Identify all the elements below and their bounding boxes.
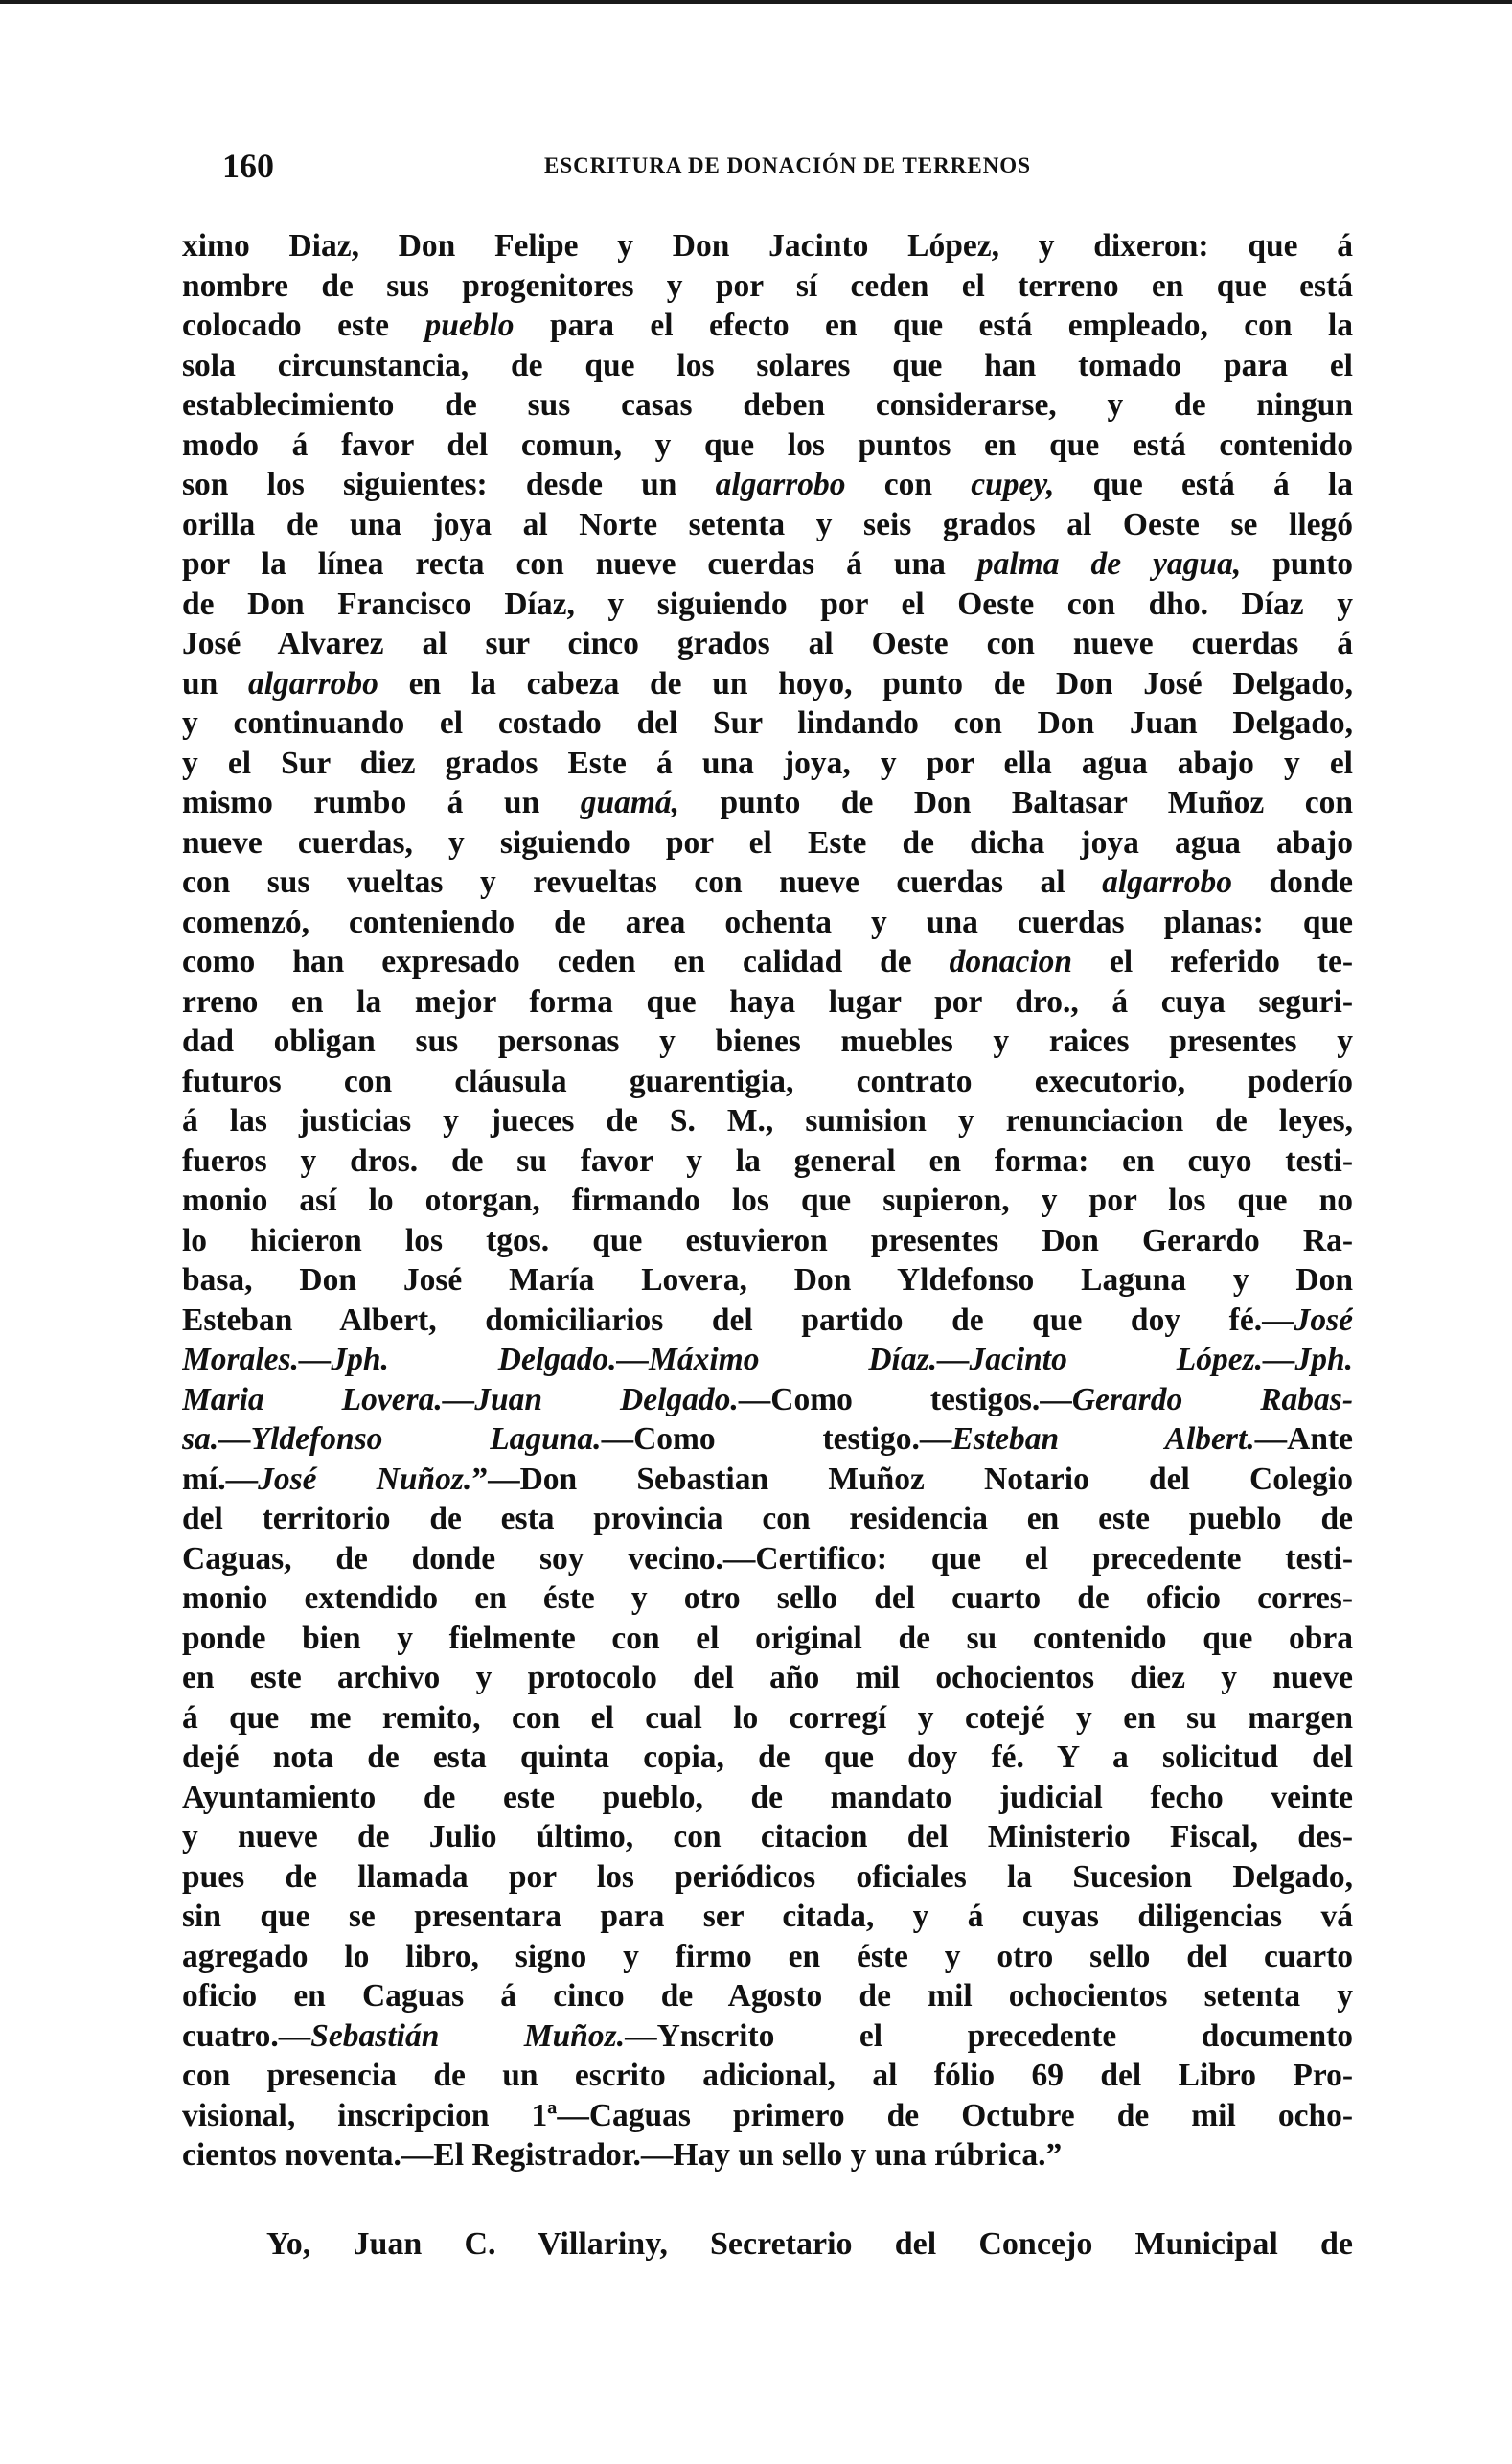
text-line — [182, 863, 1353, 903]
italic-text: Morales.—Jph. Delgado.—Máximo Díaz.—Jacinto López.—Jph. — [182, 1342, 1353, 1377]
text-run: mismo rumbo á un — [182, 785, 581, 820]
text-run: —Ynscrito el precedente documento — [625, 2017, 1353, 2054]
text-run: cientos noventa.—El Registrador.—Hay un sello y una rúbrica.” — [182, 2137, 1063, 2173]
text-line — [182, 624, 1353, 664]
text-run: de Don Francisco Díaz, y siguiendo por el Oeste con dho. Díaz y — [182, 586, 1353, 622]
text-run: mí.— — [182, 1461, 259, 1497]
italic-text: José Nuñoz. — [258, 1461, 472, 1497]
text-run: agregado lo libro, signo y firmo en éste y otro sello del cuarto — [182, 1938, 1353, 1974]
text-line — [182, 942, 1353, 982]
text-run: Esteban Albert, domiciliarios del partido de que doy fé.— — [182, 1301, 1294, 1338]
text-run: nueve cuerdas, y siguiendo por el Este de dicha joya agua abajo — [182, 824, 1353, 861]
text-line — [182, 226, 1353, 266]
text-run: establecimiento de sus casas deben considerarse, y de ningun — [182, 387, 1353, 423]
page-number: 160 — [222, 147, 274, 185]
text-line — [182, 1857, 1353, 1898]
text-line — [182, 585, 1353, 625]
text-line — [182, 426, 1353, 466]
text-line — [182, 903, 1353, 943]
italic-text: algarrobo — [247, 665, 378, 702]
text-line — [182, 1897, 1353, 1937]
text-line — [182, 703, 1353, 744]
text-line — [182, 1301, 1353, 1341]
text-run: donde — [1231, 864, 1353, 900]
text-run: y el Sur diez grados Este á una joya, y por ella agua abajo y el — [182, 745, 1353, 781]
text-run: fueros y dros. de su favor y la general en forma: en cuyo testi- — [182, 1142, 1353, 1179]
text-run: —Como testigo.— — [601, 1421, 952, 1457]
text-line — [182, 505, 1353, 545]
text-line — [182, 982, 1353, 1023]
italic-text: donacion — [949, 944, 1073, 979]
text-run: que está á la — [1054, 467, 1353, 502]
text-run: en la cabeza de un hoyo, punto de Don José Delgado, — [378, 665, 1353, 702]
italic-text: José — [1294, 1301, 1353, 1338]
text-line — [182, 1539, 1353, 1579]
text-run: ximo Diaz, Don Felipe y Don Jacinto López, y dixeron: que á — [182, 228, 1353, 264]
text-line — [182, 306, 1353, 346]
text-run: son los siguientes: desde un — [182, 467, 716, 502]
text-line — [182, 2056, 1353, 2096]
text-run: colocado este — [182, 308, 425, 343]
text-run: con sus vueltas y revueltas con nueve cuerdas al — [182, 864, 1103, 900]
italic-text: algarrobo — [1102, 864, 1232, 900]
text-line — [182, 1698, 1353, 1739]
text-run: visional, inscripcion 1ª—Caguas primero de Octubre de mil ocho- — [182, 2097, 1353, 2133]
italic-text: Maria Lovera.—Juan Delgado. — [182, 1381, 739, 1417]
text-run: monio extendido en éste y otro sello del cuarto de oficio corres- — [182, 1580, 1353, 1616]
text-line — [182, 1658, 1353, 1698]
text-run: punto de Don Baltasar Muñoz con — [679, 785, 1353, 820]
running-head: ESCRITURA DE DONACIÓN DE TERRENOS — [543, 153, 1031, 177]
page-header — [222, 142, 1353, 190]
text-run: en este archivo y protocolo del año mil ochocientos diez y nueve — [182, 1660, 1353, 1695]
text-line — [182, 266, 1353, 307]
text-run: á las justicias y jueces de S. M., sumision y renunciacion de leyes, — [182, 1103, 1353, 1139]
italic-text: palma de yagua, — [976, 546, 1242, 582]
text-run: para el efecto en que está empleado, con la — [514, 308, 1353, 343]
text-line — [182, 1937, 1353, 1977]
text-line — [182, 1619, 1353, 1659]
text-run: orilla de una joya al Norte setenta y seis grados al Oeste se llegó — [182, 506, 1353, 542]
text-line — [182, 1817, 1353, 1857]
text-line — [182, 744, 1353, 784]
text-run: futuros con cláusula guarentigia, contrato executorio, poderío — [182, 1063, 1353, 1099]
text-run: por la línea recta con nueve cuerdas á una — [182, 546, 977, 582]
text-run: Caguas, de donde soy vecino.—Certifico: que el precedente testi- — [182, 1540, 1353, 1577]
italic-text: Sebastián Muñoz. — [310, 2017, 626, 2054]
text-run: basa, Don José María Lovera, Don Yldefonso Laguna y Don — [182, 1262, 1353, 1298]
text-run: José Alvarez al sur cinco grados al Oeste con nueve cuerdas á — [182, 626, 1353, 661]
text-line — [182, 664, 1353, 704]
text-line — [182, 783, 1353, 823]
text-run: cuatro.— — [182, 2017, 311, 2054]
italic-text: cupey, — [971, 467, 1055, 502]
text-line — [182, 1141, 1353, 1182]
text-run: ”—Don Sebastian Muñoz Notario del Colegio — [471, 1461, 1353, 1497]
text-line — [182, 465, 1353, 505]
text-run: con presencia de un escrito adicional, al fólio 69 del Libro Pro- — [182, 2058, 1353, 2093]
text-run: monio así lo otorgan, firmando los que supieron, y por los que no — [182, 1183, 1353, 1218]
italic-text: pueblo — [424, 308, 515, 343]
text-line — [182, 1380, 1353, 1420]
text-line — [182, 1101, 1353, 1141]
text-run: dejé nota de esta quinta copia, de que doy fé. Y a solicitud del — [182, 1739, 1353, 1775]
page-top-edge — [0, 0, 1512, 4]
text-line — [182, 1778, 1353, 1818]
closing-paragraph-line: Yo, Juan C. Villariny, Secretario del Concejo Municipal de — [266, 2226, 1353, 2262]
text-line — [182, 1221, 1353, 1261]
text-line — [182, 2135, 1353, 2176]
text-line — [182, 1738, 1353, 1778]
text-line — [182, 1578, 1353, 1619]
text-run: el referido te- — [1072, 944, 1353, 979]
italic-text: Esteban Albert. — [951, 1421, 1255, 1457]
text-run: oficio en Caguas á cinco de Agosto de mil ochocientos setenta y — [182, 1978, 1353, 2014]
text-run: lo hicieron los tgos. que estuvieron presentes Don Gerardo Ra- — [182, 1222, 1353, 1258]
text-line — [182, 385, 1353, 426]
text-line — [182, 1340, 1353, 1380]
text-run: como han expresado ceden en calidad de — [182, 944, 950, 979]
text-run: —Ante — [1254, 1421, 1353, 1457]
text-run: —Como testigos.— — [738, 1381, 1072, 1417]
italic-text: algarrobo — [715, 467, 846, 502]
italic-text: sa.—Yldefonso Laguna. — [182, 1421, 602, 1457]
body-text — [182, 226, 1353, 2176]
text-line — [182, 1022, 1353, 1062]
text-line — [182, 544, 1353, 585]
text-run: con — [845, 467, 972, 502]
text-run: á que me remito, con el cual lo corregí y cotejé y en su margen — [182, 1699, 1353, 1736]
text-line — [182, 2016, 1353, 2057]
text-line — [182, 1499, 1353, 1539]
text-run: Ayuntamiento de este pueblo, de mandato judicial fecho veinte — [182, 1779, 1353, 1815]
text-line — [182, 823, 1353, 864]
text-run: dad obligan sus personas y bienes muebles y raices presentes y — [182, 1024, 1353, 1059]
text-run: comenzó, conteniendo de area ochenta y una cuerdas planas: que — [182, 904, 1353, 940]
text-line — [182, 1976, 1353, 2016]
text-line — [182, 2096, 1353, 2136]
text-run: pues de llamada por los periódicos oficiales la Sucesion Delgado, — [182, 1858, 1353, 1895]
text-run: punto — [1241, 546, 1353, 582]
italic-text: Gerardo Rabas- — [1071, 1381, 1353, 1417]
text-run: del territorio de esta provincia con residencia en este pueblo de — [182, 1501, 1353, 1536]
text-run: modo á favor del comun, y que los puntos en que está contenido — [182, 426, 1353, 463]
text-run: rreno en la mejor forma que haya lugar por dro., á cuya seguri- — [182, 983, 1353, 1020]
text-line — [182, 1260, 1353, 1301]
text-line — [182, 1419, 1353, 1460]
italic-text: guamá, — [580, 785, 680, 820]
text-run: sin que se presentara para ser citada, y á cuyas diligencias vá — [182, 1899, 1353, 1934]
text-run: un — [182, 665, 248, 702]
text-line — [182, 1181, 1353, 1221]
text-run: y nueve de Julio último, con citacion del Ministerio Fiscal, des- — [182, 1819, 1353, 1854]
text-run: ponde bien y fielmente con el original de su contenido que obra — [182, 1620, 1353, 1656]
text-line — [182, 1062, 1353, 1102]
text-run: y continuando el costado del Sur lindando con Don Juan Delgado, — [182, 705, 1353, 741]
text-line — [182, 1460, 1353, 1500]
text-run: nombre de sus progenitores y por sí ceden el terreno en que está — [182, 267, 1353, 304]
text-run: sola circunstancia, de que los solares que han tomado para el — [182, 347, 1353, 383]
text-line — [182, 346, 1353, 386]
